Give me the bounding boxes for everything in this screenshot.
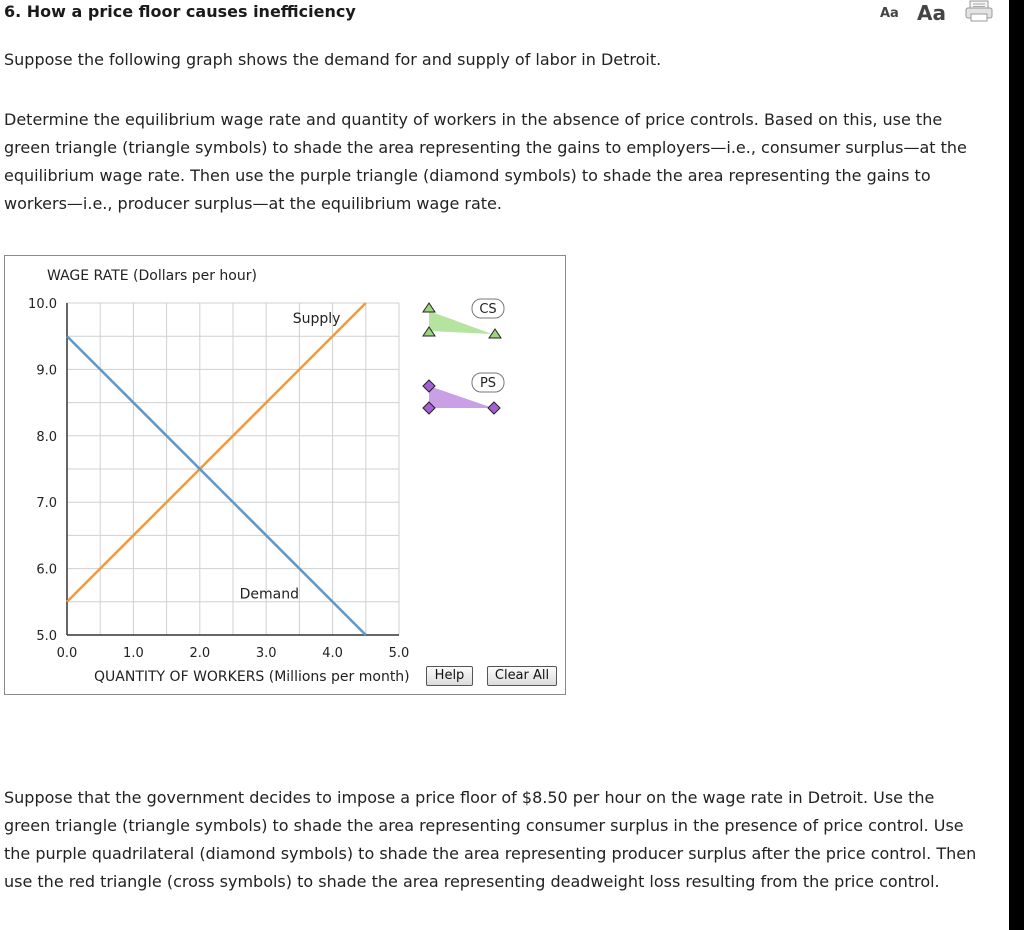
print-icon[interactable] <box>964 0 994 22</box>
cs-tool[interactable] <box>423 299 504 338</box>
y-tick-label: 8.0 <box>36 429 57 445</box>
supply-curve-label: Supply <box>292 310 341 327</box>
intro-text: Suppose the following graph shows the demand for and supply of labor in Detroit. <box>4 50 662 69</box>
y-tick-label: 9.0 <box>36 363 57 379</box>
x-tick-label: 3.0 <box>255 646 277 661</box>
supply-demand-chart[interactable] <box>5 256 565 694</box>
graph-panel[interactable] <box>4 255 566 695</box>
x-tick-label: 0.0 <box>56 646 78 661</box>
x-tick-label: 1.0 <box>123 646 144 661</box>
y-axis-label: WAGE RATE (Dollars per hour) <box>47 268 257 284</box>
help-button[interactable]: Help <box>426 666 473 686</box>
question-price-floor-text: Suppose that the government decides to impose a price floor of $8.50 per hour on the wage rate in Detroit. Use the green triangle (triangle symbols) to shade the area representing consumer surplus in the presence of price control. Use the purple quadrilateral (diamond symbols) to shade the area representing producer surplus after the price control. Then use the red triangle (cross symbols) to shade the area representing deadweight loss resulting from the price control. <box>4 788 977 891</box>
y-tick-label: 5.0 <box>36 629 57 644</box>
triangle-symbol-icon[interactable] <box>423 303 435 312</box>
page-title: 6. How a price floor causes inefficiency <box>4 2 356 21</box>
diamond-symbol-icon[interactable] <box>488 402 500 414</box>
y-tick-label: 6.0 <box>36 562 57 578</box>
x-tick-label: 2.0 <box>189 646 211 661</box>
demand-curve <box>67 336 366 635</box>
instructions-text: Determine the equilibrium wage rate and quantity of workers in the absence of price controls. Based on this, use the green triangle (triangle symbols) to shade the area representing the gains to employers—i.e., consumer surplus—at the equilibrium wage rate. Then use the purple triangle (diamond symbols) to shade the area representing the gains to workers—i.e., producer surplus—at the equilibrium wage rate. <box>4 110 967 213</box>
x-tick-label: 4.0 <box>322 646 343 661</box>
ps-label: PS <box>479 376 497 391</box>
scrollbar-edge <box>1009 0 1024 930</box>
chart-grid <box>67 303 399 635</box>
triangle-symbol-icon[interactable] <box>489 329 501 338</box>
y-tick-label: 10.0 <box>28 297 57 312</box>
font-size-increase-button[interactable]: Aa <box>917 1 946 25</box>
x-tick-label: 5.0 <box>388 646 410 661</box>
font-size-decrease-button[interactable]: Aa <box>880 6 899 21</box>
cs-label: CS <box>479 302 497 317</box>
x-axis-label: QUANTITY OF WORKERS (Millions per month) <box>94 669 410 685</box>
axis-ticks <box>28 297 409 661</box>
ps-tool[interactable] <box>423 373 504 414</box>
demand-curve-label: Demand <box>239 586 300 603</box>
y-tick-label: 7.0 <box>36 496 57 512</box>
supply-curve <box>67 303 366 602</box>
clear-all-button[interactable]: Clear All <box>487 666 557 686</box>
